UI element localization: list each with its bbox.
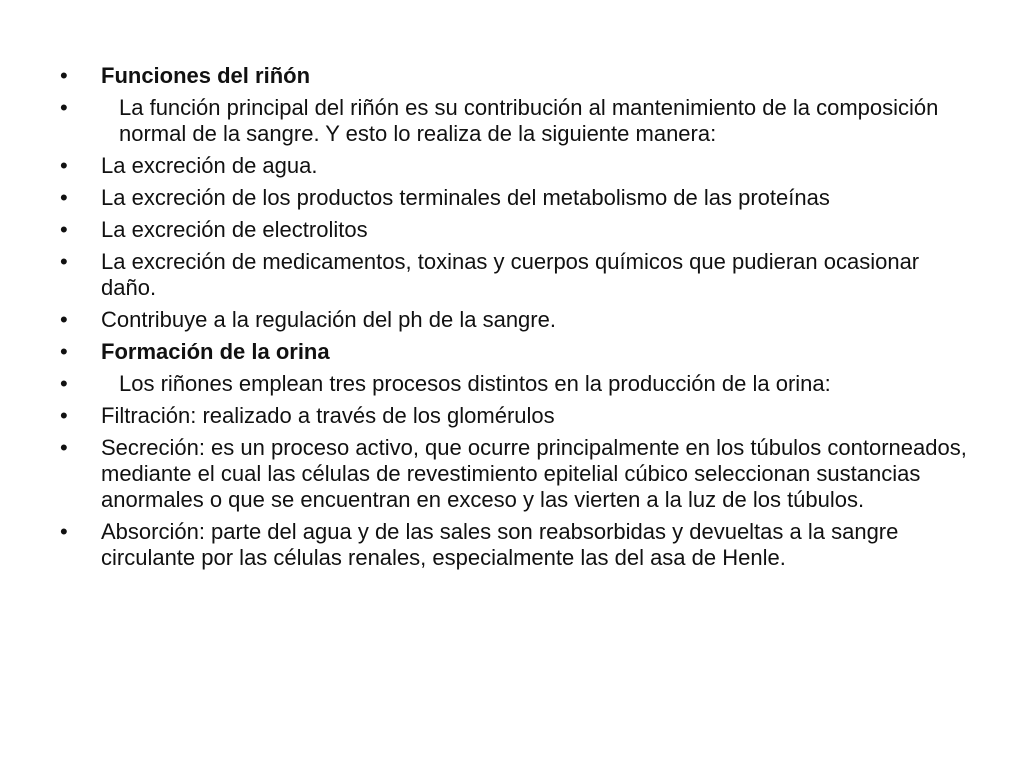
bullet-text: La excreción de agua. <box>101 153 318 178</box>
bullet-icon: • <box>60 307 68 332</box>
bullet-item-excrecion-agua <box>60 153 980 179</box>
bullet-text: La excreción de medicamentos, toxinas y cuerpos químicos que pudieran ocasionar daño. <box>101 249 920 300</box>
bullet-icon: • <box>60 249 68 274</box>
bullet-text: Absorción: parte del agua y de las sales son reabsorbidas y devueltas a la sangre circulante por las células renales, especialmente las del asa de Henle. <box>101 519 899 570</box>
bullet-icon: • <box>60 371 68 396</box>
bullet-item-excrecion-medicamentos <box>60 249 980 301</box>
bullet-icon: • <box>60 95 68 120</box>
bullet-icon: • <box>60 519 68 544</box>
bullet-icon: • <box>60 63 68 88</box>
bullet-icon: • <box>60 185 68 210</box>
bullet-text: La función principal del riñón es su contribución al mantenimiento de la composición normal de la sangre. Y esto lo realiza de la siguiente manera: <box>119 95 939 146</box>
bullet-item-tres-procesos <box>60 371 980 397</box>
bullet-text: Contribuye a la regulación del ph de la sangre. <box>101 307 556 332</box>
bullet-item-excrecion-electrolitos <box>60 217 980 243</box>
bullet-item-absorcion <box>60 519 980 571</box>
bullet-item-funcion-principal <box>60 95 980 147</box>
bullet-icon: • <box>60 217 68 242</box>
heading-funciones-del-rinon <box>60 63 980 89</box>
bullet-text: Formación de la orina <box>101 339 330 364</box>
bullet-item-regulacion-ph <box>60 307 980 333</box>
bullet-item-excrecion-productos <box>60 185 980 211</box>
bullet-icon: • <box>60 403 68 428</box>
bullet-icon: • <box>60 339 68 364</box>
bullet-text: Funciones del riñón <box>101 63 311 88</box>
bullet-text: Los riñones emplean tres procesos distintos en la producción de la orina: <box>119 371 831 396</box>
bullet-item-filtracion <box>60 403 980 429</box>
heading-formacion-de-la-orina <box>60 339 980 365</box>
bullet-text: Filtración: realizado a través de los glomérulos <box>101 403 555 428</box>
bullet-icon: • <box>60 435 68 460</box>
bullet-text: Secreción: es un proceso activo, que ocurre principalmente en los túbulos contorneados, mediante el cual las células de revestimiento epitelial cúbico seleccionan sustancias anormales o que se encuentran en exceso y las vierten a la luz de los túbulos. <box>101 435 967 512</box>
bullet-item-secrecion <box>60 435 980 513</box>
bullet-text: La excreción de electrolitos <box>101 217 368 242</box>
bullet-icon: • <box>60 153 68 178</box>
bullet-text: La excreción de los productos terminales del metabolismo de las proteínas <box>101 185 830 210</box>
bullet-list <box>60 63 980 577</box>
